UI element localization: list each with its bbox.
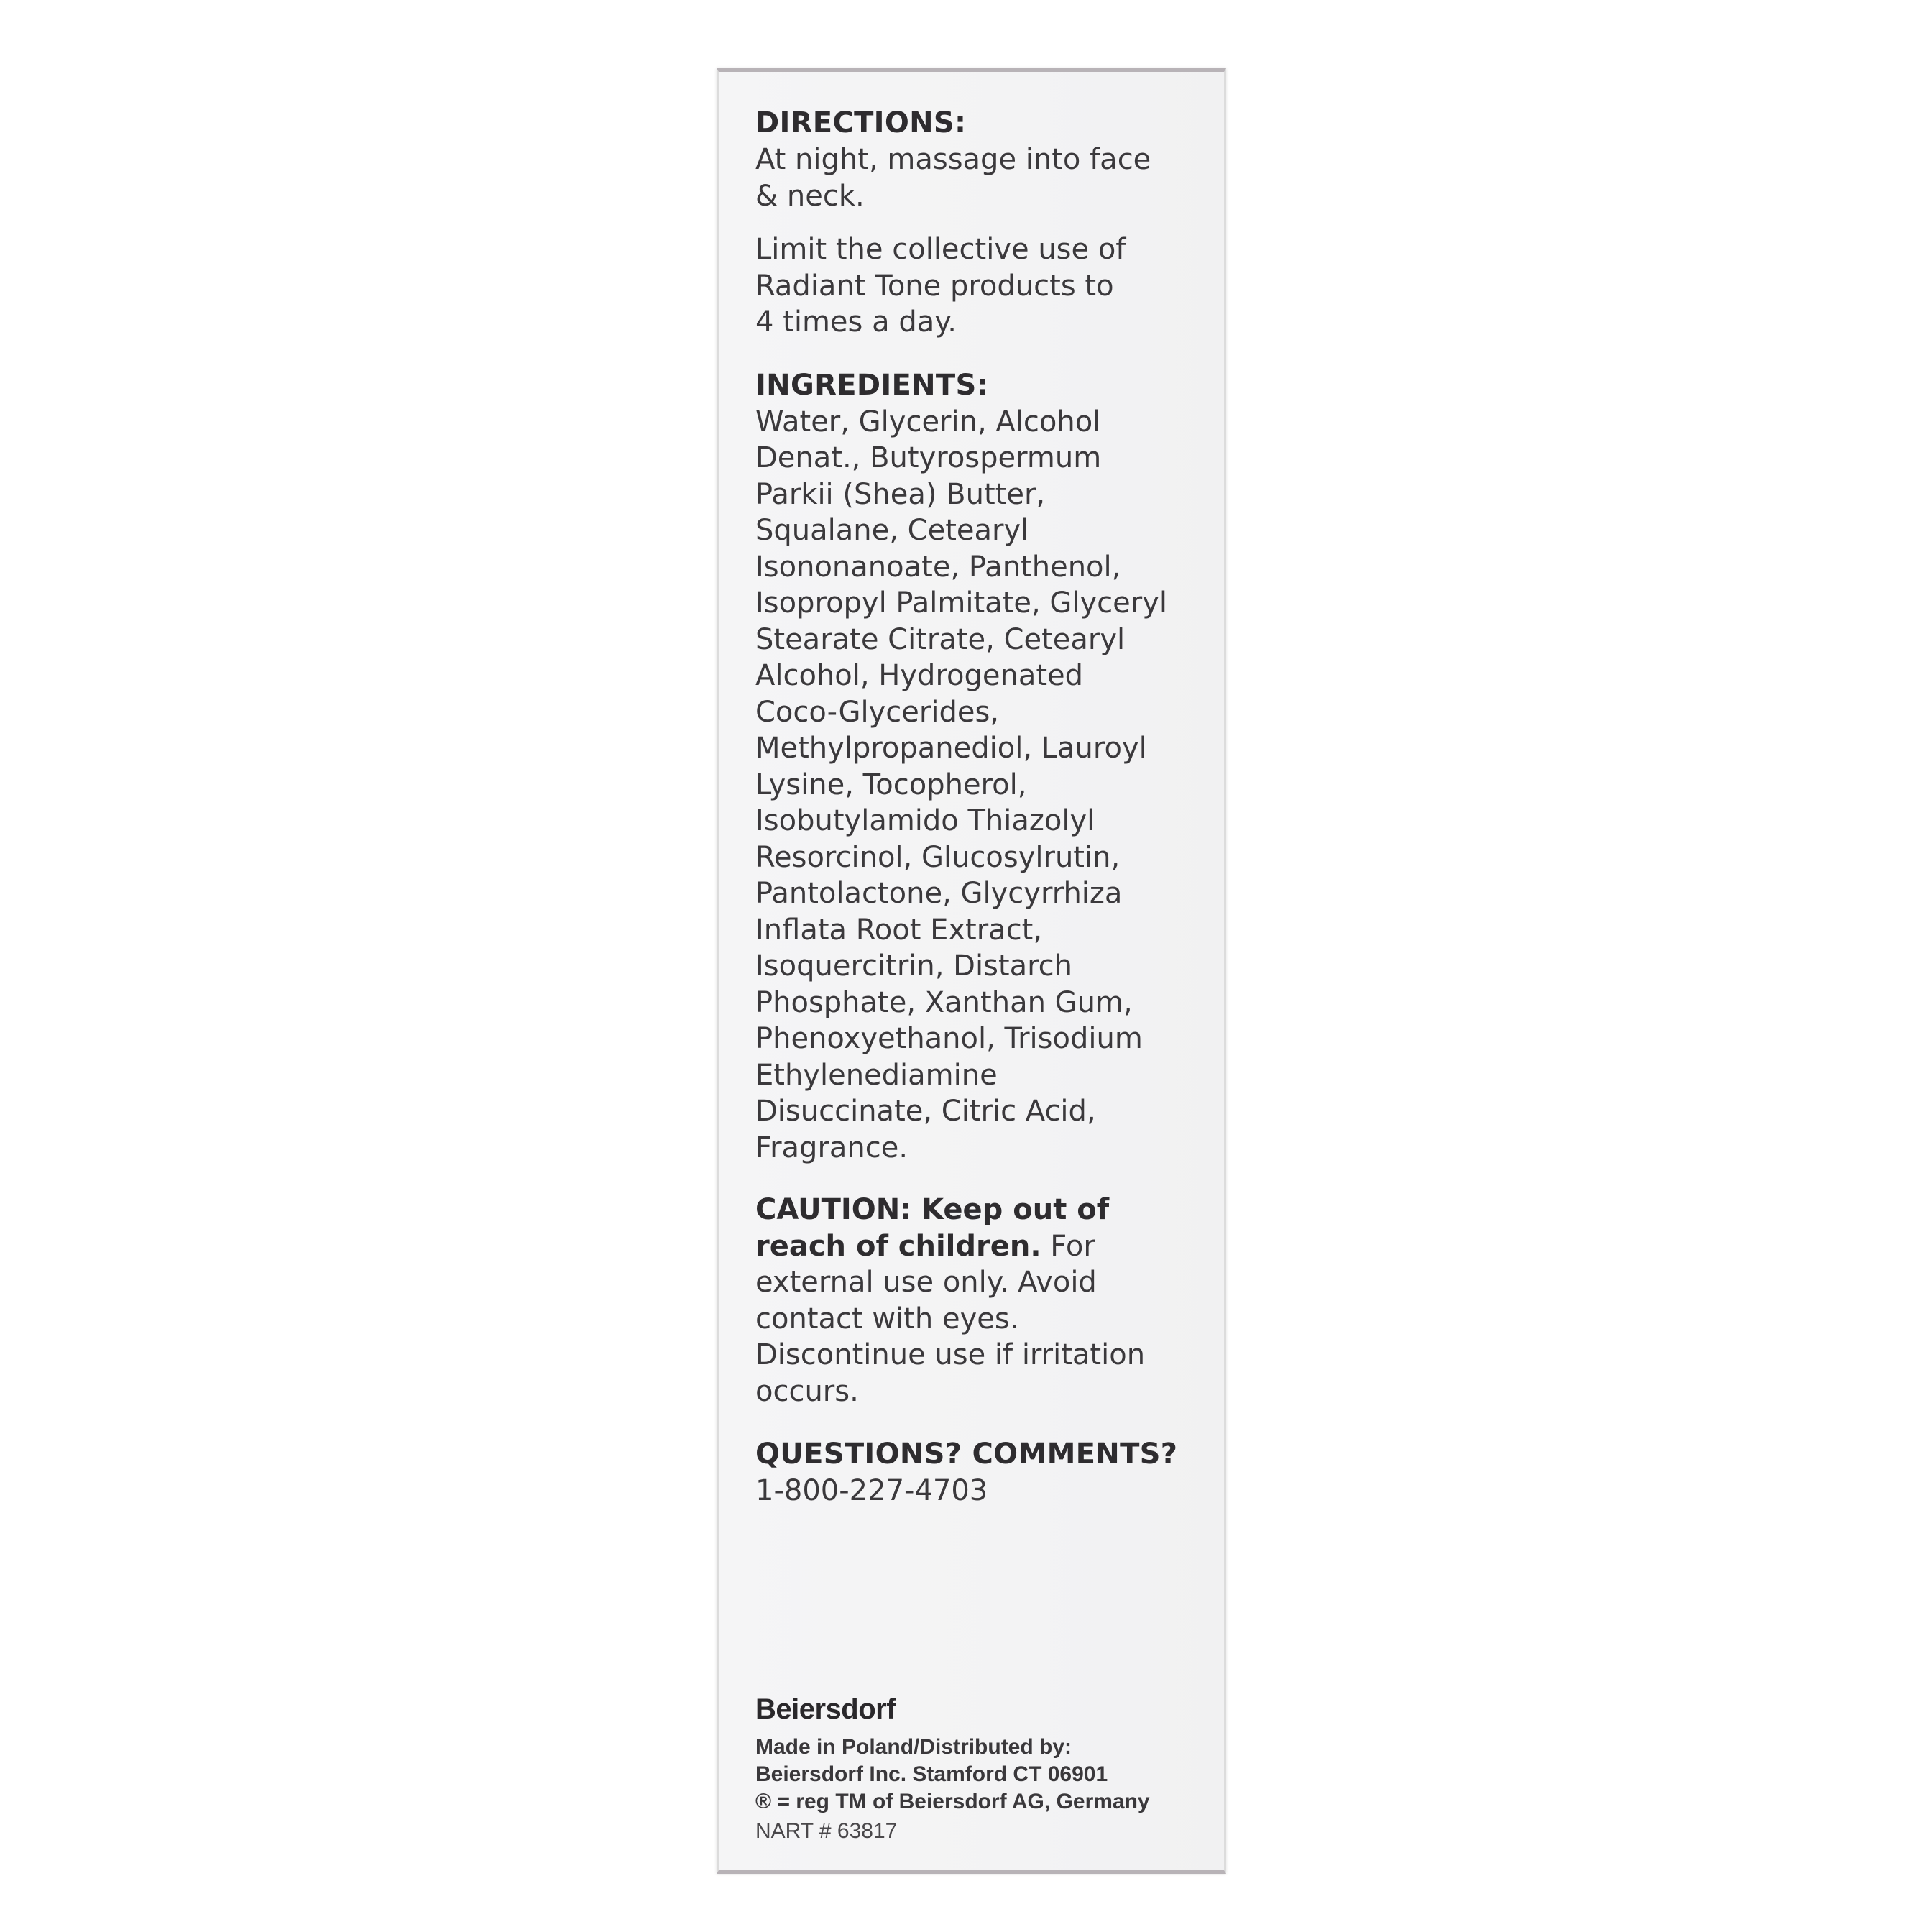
- nart-number: NART # 63817: [755, 1819, 898, 1843]
- product-box-side-panel: [717, 68, 1226, 1874]
- directions-heading: DIRECTIONS:: [755, 106, 967, 139]
- label-content: [755, 104, 1215, 1509]
- caution-warning: CAUTION: Keep out of reach of children.: [755, 1193, 1110, 1263]
- caution-paragraph: [755, 1192, 1215, 1409]
- ingredients-list: Water, Glycerin, Alcohol Denat., Butyrospermum Parkii (Shea) Butter, Squalane, Cetearyl Isononanoate, Panthenol, Isopropyl Palmitate, Glyceryl Stearate Citrate, Cetearyl Alcohol, Hydrogenated Coco-Glycerides, Methylpropanediol, Lauroyl Lysine, Tocopherol, Isobutylamido Thiazolyl Resorcinol, Glucosylrutin, Pantolactone, Glycyrrhiza Inflata Root Extract, Isoquercitrin, Distarch Phosphate, Xanthan Gum, Phenoxyethanol, Trisodium Ethylenediamine Disuccinate, Citric Acid, Fragrance.: [755, 405, 1167, 1164]
- distribution-info: Made in Poland/Distributed by: Beiersdorf Inc. Stamford CT 06901 ® = reg TM of Beiersdorf AG, Germany: [755, 1735, 1150, 1813]
- brand-logo: Beiersdorf: [755, 1693, 896, 1725]
- manufacturer-footer: [755, 1690, 1215, 1846]
- usage-limit-text: Limit the collective use of Radiant Tone products to 4 times a day.: [755, 233, 1126, 339]
- directions-text: At night, massage into face & neck.: [755, 143, 1151, 213]
- phone-number: 1-800-227-4703: [755, 1474, 988, 1507]
- ingredients-heading: INGREDIENTS:: [755, 368, 988, 402]
- questions-heading: QUESTIONS? COMMENTS?: [755, 1438, 1178, 1471]
- caution-text: For external use only. Avoid contact with eyes. Discontinue use if irritation occurs.: [755, 1229, 1146, 1408]
